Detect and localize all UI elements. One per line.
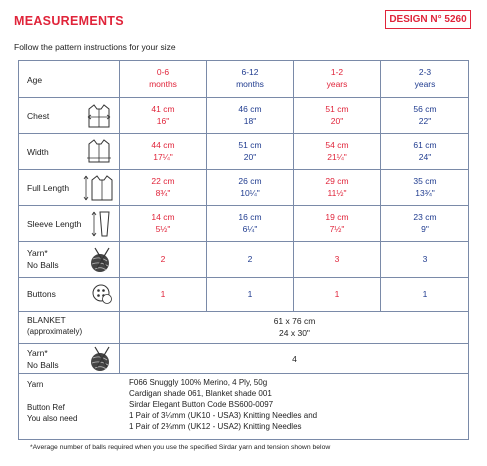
row-divider [19, 169, 468, 170]
chest-cell: 46 cm 18" [238, 104, 262, 126]
materials-label-yarn: Yarn [27, 380, 44, 389]
full-length-cell: 26 cm 10¼" [238, 176, 262, 198]
cardigan-width-icon [85, 138, 113, 164]
subtitle: Follow the pattern instructions for your size [14, 42, 176, 52]
row-label-sleeve-length: Sleeve Length [27, 219, 82, 229]
cardigan-chest-icon [85, 103, 113, 129]
chest-cell: 56 cm 22" [413, 104, 437, 126]
row-divider [19, 97, 468, 98]
row-divider [19, 241, 468, 242]
design-number-badge: DESIGN N° 5260 [385, 10, 471, 29]
yarn-balls-cell: 2 [247, 254, 253, 264]
width-cell: 44 cm 17¼" [151, 140, 175, 162]
button-icon [91, 283, 113, 305]
row-divider [19, 373, 468, 374]
sleeve-length-cell: 23 cm 9" [413, 212, 437, 234]
yarn-balls-cell: 3 [334, 254, 340, 264]
buttons-cell: 1 [247, 289, 253, 299]
row-label-chest: Chest [27, 111, 50, 121]
row-divider [19, 205, 468, 206]
size-header: 0-6 months [149, 67, 177, 89]
width-cell: 51 cm 20" [238, 140, 262, 162]
yarn-ball-icon [87, 246, 115, 274]
measurements-table [18, 60, 469, 440]
page-title: MEASUREMENTS [14, 14, 124, 28]
yarn-balls-cell: 3 [422, 254, 428, 264]
width-cell: 54 cm 21¼" [325, 140, 349, 162]
materials-label-also-need: You also need [27, 414, 78, 423]
full-length-cell: 35 cm 13¾" [413, 176, 437, 198]
row-divider [19, 133, 468, 134]
sleeve-length-cell: 16 cm 6¼" [238, 212, 262, 234]
row-label-buttons: Buttons [27, 289, 56, 299]
full-length-cell: 29 cm 11½" [325, 176, 349, 198]
buttons-cell: 1 [422, 289, 428, 299]
full-length-cell: 22 cm 8¾" [151, 176, 175, 198]
yarn-balls-cell: 2 [160, 254, 166, 264]
yarn-ball-icon [87, 345, 115, 373]
row-label-blanket-yarn: Yarn* No Balls [27, 348, 59, 370]
blanket-size-cell: 61 x 76 cm 24 x 30" [273, 316, 316, 338]
buttons-cell: 1 [334, 289, 340, 299]
row-label-width: Width [27, 147, 49, 157]
sleeve-length-cell: 14 cm 5½" [151, 212, 175, 234]
row-label-blanket: BLANKET (approximately) [27, 315, 83, 336]
cardigan-length-icon [83, 174, 113, 202]
chest-cell: 51 cm 20" [325, 104, 349, 126]
row-divider [19, 343, 468, 344]
size-header: 6-12 months [236, 67, 264, 89]
sleeve-icon [91, 209, 113, 239]
row-divider [19, 311, 468, 312]
size-header: 2-3 years [414, 67, 436, 89]
row-label-yarn: Yarn* No Balls [27, 248, 59, 270]
size-header: 1-2 years [326, 67, 348, 89]
width-cell: 61 cm 24" [413, 140, 437, 162]
blanket-yarn-balls-cell: 4 [292, 354, 297, 364]
chest-cell: 41 cm 16" [151, 104, 175, 126]
row-divider [19, 277, 468, 278]
row-label-age: Age [27, 75, 43, 85]
buttons-cell: 1 [160, 289, 166, 299]
footnote: *Average number of balls required when you use the specified Sirdar yarn and tension shown below [30, 444, 331, 451]
materials-label-button-ref: Button Ref [27, 403, 65, 412]
row-label-full-length: Full Length [27, 183, 70, 193]
sleeve-length-cell: 19 cm 7½" [325, 212, 349, 234]
materials-details: F066 Snuggly 100% Merino, 4 Ply, 50g Cardigan shade 061, Blanket shade 001 Sirdar Elegant Button Code BS600-0097 1 Pair of 3¼mm (UK10 - USA3) Knitting Needles and 1 Pair of 2¾mm (UK12 - USA2) Knitting Needles [129, 378, 318, 431]
